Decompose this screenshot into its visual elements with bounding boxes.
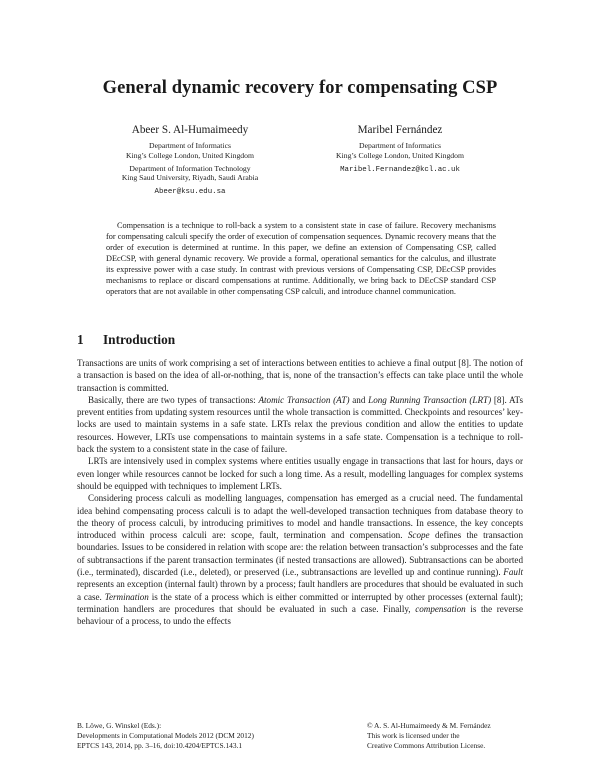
footer-left bbox=[77, 721, 254, 752]
text-run: is the reverse behaviour of a process, to undo the effects bbox=[77, 603, 523, 627]
emphasis-term: Fault bbox=[503, 567, 523, 578]
emphasis-term: Termination bbox=[104, 591, 149, 602]
footer-license-line: This work is licensed under the bbox=[367, 731, 460, 741]
footer-editors: B. Löwe, G. Winskel (Eds.): bbox=[77, 721, 162, 730]
footer-license-link[interactable]: Creative Commons Attribution License. bbox=[367, 741, 486, 751]
emphasis-term: Long Running Transaction (LRT) bbox=[368, 394, 492, 405]
author-affiliation: Department of Informatics King’s College London, United Kingdom bbox=[336, 141, 464, 160]
emphasis-term: Scope bbox=[407, 530, 430, 541]
footer-right bbox=[367, 721, 491, 752]
author-block-2 bbox=[310, 124, 490, 174]
author-name: Maribel Fernández bbox=[357, 124, 443, 136]
section-number: 1 bbox=[77, 332, 84, 347]
body-paragraph bbox=[77, 357, 523, 394]
text-run: Transactions are units of work comprising a set of interactions between entities to achieve a final output [8]. The notion of a transaction is based on the idea of all-or-nothing, that is, none of the transaction’s effects can take place until the whole transaction is committed. bbox=[77, 358, 523, 393]
author-name: Abeer S. Al-Humaimeedy bbox=[131, 124, 249, 136]
section-title: Introduction bbox=[103, 332, 176, 347]
paper-title: General dynamic recovery for compensating CSP bbox=[102, 78, 498, 98]
text-run: defines the transaction boundaries. Issues to be considered in relation with scope are: the relation between transaction’s subprocesses and the fate of subtransactions if the parent transaction terminates (if nested transactions are allowed). Subtransactions can be aborted (i.e., terminated), discarded (i.e., deleted), or preserved (i.e., subtransactions are levelled up and continue running). bbox=[77, 530, 523, 578]
text-run: Basically, there are two types of transactions: bbox=[88, 394, 259, 405]
author-affiliation: Department of Informatics King’s College London, United Kingdom bbox=[126, 141, 254, 160]
text-run: Considering process calculi as modelling languages, compensation has emerged as a crucial need. The fundamental idea behind compensating process calculi is to adapt the well-developed transaction techniques from database theory to the theory of process calculi, by introducing primitives to model and handle transactions. In essence, the key concepts introduced within process calculi are: scope, fault, termination and compensation. bbox=[77, 493, 523, 541]
text-run: [8]. ATs prevent entities from updating system resources until the whole transaction is committed. Checkpoints and resources’ key-locks are used to maintain systems in a safe state. LRTs relax the previous condition and allow the entities to update resources. However, LRTs use compensations to maintain systems in a safe state. Compensation is a technique to roll-back the system to a consistent state in the case of failure. bbox=[77, 394, 523, 455]
author-block-1 bbox=[100, 124, 280, 196]
footer-copyright: © A. S. Al-Humaimeedy & M. Fernández bbox=[367, 721, 491, 730]
section-heading bbox=[77, 332, 175, 348]
abstract: Compensation is a technique to roll-back a system to a consistent state in case of failure. Recovery mechanisms for compensating calculi specify the order of execution of compensation sequences. Dynamic recovery means that the order of execution is determined at runtime. In this paper, we define an extension of Compensating CSP, called DEcCSP, with general dynamic recovery. We provide a formal, operational semantics for the calculus, and illustrate its expressive power with a case study. In contrast with previous versions of Compensating CSP, DEcCSP provides mechanisms to replace or discard compensations at runtime. Additionally, we bring back to DEcCSP standard CSP operators that are not available in other compensating CSP calculi, and introduce channel communication. bbox=[106, 221, 496, 296]
author-affiliation: Department of Information Technology King Saud University, Riyadh, Saudi Arabia bbox=[121, 163, 259, 183]
text-run: represents an exception (internal fault) thrown by a process; fault handlers are procedures that should be evaluated in such a case. bbox=[77, 579, 523, 602]
emphasis-term: compensation bbox=[415, 603, 466, 614]
footer-doi[interactable]: EPTCS 143, 2014, pp. 3–16, doi:10.4204/EPTCS.143.1 bbox=[77, 741, 243, 751]
text-run: LRTs are intensively used in complex systems where entities usually engage in transactions that last for hours, days or even longer while resources cannot be locked for such a long time. As a result, modelling languages for complex systems should be equipped with techniques to implement LRTs. bbox=[77, 456, 523, 491]
text-run: and bbox=[349, 394, 369, 405]
body-paragraph bbox=[77, 394, 523, 455]
emphasis-term: Atomic Transaction (AT) bbox=[258, 394, 350, 405]
body-paragraph bbox=[77, 492, 523, 627]
author-email[interactable]: Abeer@ksu.edu.sa bbox=[154, 188, 226, 197]
text-run: is the state of a process which is either committed or interrupted by other processes (external fault); termination handlers are procedures that should be evaluated in such a case. Finally, bbox=[77, 591, 523, 614]
body-text bbox=[77, 357, 523, 628]
body-paragraph bbox=[77, 455, 523, 492]
footer-proceedings: Developments in Computational Models 2012 (DCM 2012) bbox=[77, 731, 254, 741]
author-email[interactable]: Maribel.Fernandez@kcl.ac.uk bbox=[340, 165, 460, 174]
